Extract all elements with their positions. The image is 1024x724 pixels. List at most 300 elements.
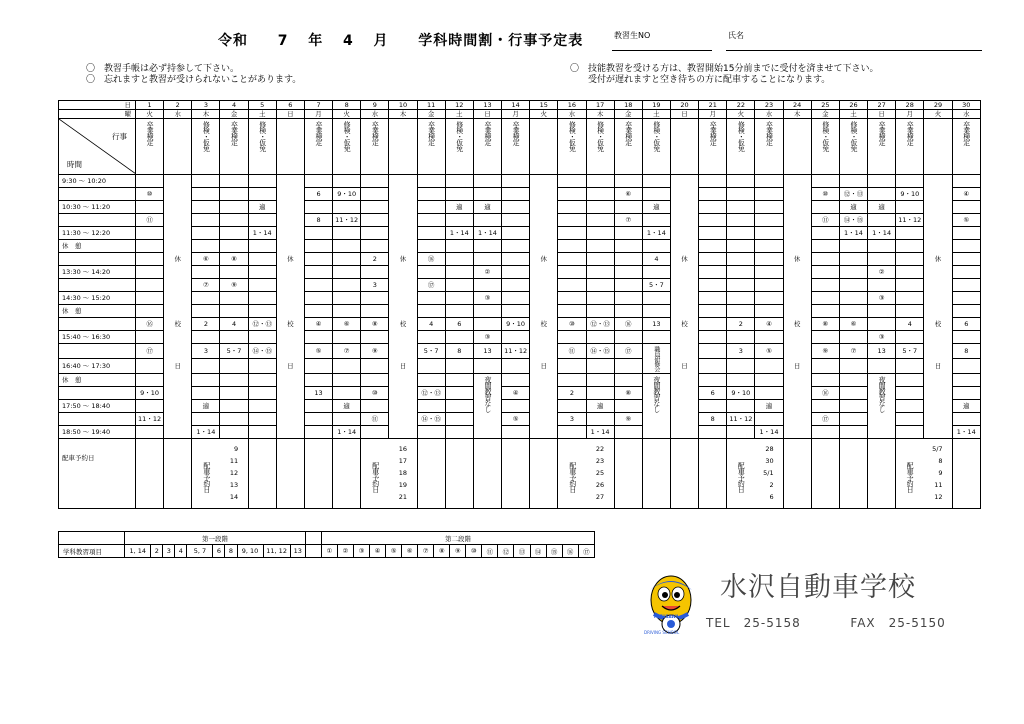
time-slot-label: 9:30 〜 10:20 [59, 175, 136, 188]
slot-cell: 適 [248, 201, 276, 214]
haisha-date: 18 [398, 469, 408, 477]
title-month-unit: 月 [373, 33, 389, 49]
holiday-cell [924, 227, 952, 240]
slot-cell [136, 227, 164, 240]
slot-cell [755, 413, 783, 426]
slot-cell [614, 253, 642, 266]
slot-cell [699, 266, 727, 279]
slot-cell [248, 426, 276, 439]
slot-cell [868, 305, 896, 318]
slot-cell [896, 374, 924, 387]
holiday-cell [389, 374, 417, 387]
haisha-empty-cell [136, 439, 164, 509]
slot-cell [417, 240, 445, 253]
stage1-item: 8 [225, 545, 237, 558]
slot-cell [361, 374, 389, 387]
slot-cell [811, 279, 839, 292]
slot-cell [642, 305, 670, 318]
slot-cell: 13 [304, 387, 332, 400]
holiday-cell: 休 [276, 253, 304, 266]
stage2-item: ② [337, 545, 353, 558]
day-header: 14 [502, 101, 530, 110]
slot-cell [502, 214, 530, 227]
holiday-cell [530, 400, 558, 413]
holiday-cell [164, 344, 192, 359]
day-header: 28 [896, 101, 924, 110]
slot-cell: 6 [445, 318, 473, 331]
day-label: 日 [59, 101, 136, 110]
haisha-vertical-label: 配車予約日 [737, 462, 746, 492]
slot-cell [304, 374, 332, 387]
slot-cell [727, 374, 755, 387]
lesson-corner [59, 532, 125, 545]
slot-cell [614, 292, 642, 305]
slot-cell [445, 331, 473, 344]
holiday-cell [276, 266, 304, 279]
stage2-item: ③ [353, 545, 369, 558]
slot-cell [586, 413, 614, 426]
slot-cell [614, 227, 642, 240]
slot-cell [333, 387, 361, 400]
event-text: 修検・仮免 [849, 121, 858, 151]
slot-cell [755, 201, 783, 214]
holiday-cell [530, 266, 558, 279]
slot-cell [333, 305, 361, 318]
stage2-label: 第二段階 [321, 532, 594, 545]
haisha-empty-cell [952, 439, 980, 509]
slot-cell [220, 400, 248, 413]
weekday-header: 金 [614, 110, 642, 119]
slot-cell: 適 [445, 201, 473, 214]
slot-cell [361, 400, 389, 413]
haisha-empty-cell [614, 439, 642, 509]
holiday-cell [164, 413, 192, 426]
slot-cell [839, 413, 867, 426]
slot-cell [952, 240, 980, 253]
mascot-logo-icon [640, 570, 702, 636]
slot-cell [502, 359, 530, 374]
slot-cell: ⑤ [502, 413, 530, 426]
slot-cell: 1・14 [192, 426, 220, 439]
slot-cell [192, 374, 220, 387]
holiday-cell [530, 279, 558, 292]
day-header: 16 [558, 101, 586, 110]
holiday-cell [924, 331, 952, 344]
holiday-cell [783, 201, 811, 214]
slot-cell [473, 279, 501, 292]
slot-cell [558, 279, 586, 292]
slot-cell [586, 387, 614, 400]
night-none-cell [473, 374, 501, 439]
slot-cell [811, 240, 839, 253]
holiday-cell [924, 426, 952, 439]
slot-cell: 6 [699, 387, 727, 400]
slot-cell [614, 279, 642, 292]
time-slot-label: 13:30 〜 14:20 [59, 266, 136, 279]
holiday-cell [783, 188, 811, 201]
slot-cell [811, 359, 839, 374]
slot-cell [558, 426, 586, 439]
slot-cell [755, 331, 783, 344]
slot-cell [192, 413, 220, 426]
slot-cell [699, 374, 727, 387]
slot-cell: ⑰ [614, 344, 642, 359]
slot-cell [192, 175, 220, 188]
stage1-item: 2 [151, 545, 163, 558]
slot-cell [333, 175, 361, 188]
slot-cell [839, 426, 867, 439]
day-header: 17 [586, 101, 614, 110]
holiday-cell [530, 344, 558, 359]
slot-cell: 9・10 [333, 188, 361, 201]
student-no-label: 教習生NO [614, 31, 651, 40]
title-year-unit: 年 [308, 33, 324, 49]
student-no-field[interactable] [612, 50, 712, 51]
holiday-cell: 休 [164, 253, 192, 266]
holiday-cell [389, 426, 417, 439]
holiday-cell [389, 201, 417, 214]
weekday-header: 日 [670, 110, 698, 119]
holiday-cell [924, 292, 952, 305]
day-header: 10 [389, 101, 417, 110]
slot-cell [136, 253, 164, 266]
slot-cell [952, 331, 980, 344]
holiday-cell [783, 400, 811, 413]
slot-cell [248, 175, 276, 188]
stage2-item: ⑦ [418, 545, 434, 558]
slot-cell [417, 426, 445, 439]
slot-cell [558, 214, 586, 227]
slot-cell: 1・14 [952, 426, 980, 439]
slot-cell [445, 188, 473, 201]
event-text: 卒業検定 [624, 121, 633, 145]
slot-cell [952, 279, 980, 292]
name-label: 氏名 [728, 31, 744, 40]
slot-cell [586, 292, 614, 305]
slot-cell [417, 305, 445, 318]
holiday-cell [924, 214, 952, 227]
event-text: 卒業検定 [315, 121, 324, 145]
slot-cell [361, 331, 389, 344]
haisha-empty-cell [445, 439, 473, 509]
holiday-cell: 日 [924, 359, 952, 374]
slot-cell [417, 292, 445, 305]
slot-cell: 3 [727, 344, 755, 359]
stage2-item: ⑥ [402, 545, 418, 558]
holiday-cell [389, 227, 417, 240]
slot-cell [220, 359, 248, 374]
holiday-cell [670, 279, 698, 292]
holiday-cell [924, 240, 952, 253]
holiday-cell [389, 188, 417, 201]
slot-cell: 1・14 [839, 227, 867, 240]
slot-cell [136, 374, 164, 387]
slot-cell [192, 359, 220, 374]
slot-cell [248, 266, 276, 279]
slot-cell [136, 292, 164, 305]
haisha-date: 13 [229, 481, 239, 489]
slot-cell: 2 [558, 387, 586, 400]
slot-cell: 2 [361, 253, 389, 266]
slot-cell [727, 266, 755, 279]
slot-cell [896, 359, 924, 374]
slot-cell: ⑪ [558, 344, 586, 359]
slot-cell [586, 331, 614, 344]
day-header: 18 [614, 101, 642, 110]
slot-cell: ⑧ [811, 318, 839, 331]
slot-cell: ③ [473, 331, 501, 344]
event-cell [502, 119, 530, 175]
haisha-date: 17 [398, 457, 408, 465]
holiday-cell: 日 [276, 359, 304, 374]
holiday-cell [276, 214, 304, 227]
slot-cell [558, 305, 586, 318]
slot-cell [727, 359, 755, 374]
slot-cell [699, 292, 727, 305]
slot-cell: ② [473, 266, 501, 279]
slot-cell [699, 318, 727, 331]
slot-cell [417, 175, 445, 188]
event-text: 修検・仮免 [652, 121, 661, 151]
slot-cell [699, 331, 727, 344]
slot-cell [727, 426, 755, 439]
holiday-cell [530, 240, 558, 253]
slot-cell: ⑤ [952, 214, 980, 227]
holiday-cell [783, 279, 811, 292]
slot-cell: 適 [642, 201, 670, 214]
slot-cell [248, 253, 276, 266]
day-header: 1 [136, 101, 164, 110]
holiday-cell [924, 387, 952, 400]
day-header: 24 [783, 101, 811, 110]
slot-cell [445, 359, 473, 374]
holiday-cell [783, 266, 811, 279]
slot-cell [304, 400, 332, 413]
lesson-gap [305, 545, 321, 558]
slot-cell [896, 305, 924, 318]
holiday-cell [276, 175, 304, 188]
holiday-cell [389, 305, 417, 318]
slot-cell: 11・12 [502, 344, 530, 359]
event-cell [333, 119, 361, 175]
stage2-item: ⑬ [514, 545, 530, 558]
slot-cell [248, 331, 276, 344]
stage2-item: ⑫ [498, 545, 514, 558]
slot-cell [304, 413, 332, 426]
slot-cell [502, 292, 530, 305]
slot-cell: 3 [558, 413, 586, 426]
slot-cell [896, 240, 924, 253]
slot-cell [699, 344, 727, 359]
holiday-cell [783, 331, 811, 344]
slot-cell [304, 279, 332, 292]
slot-cell [192, 292, 220, 305]
slot-cell [699, 305, 727, 318]
weekday-header: 火 [924, 110, 952, 119]
slot-cell: 適 [839, 201, 867, 214]
holiday-cell [164, 374, 192, 387]
event-cell [811, 119, 839, 175]
slot-cell: 1・14 [248, 227, 276, 240]
slot-cell [614, 240, 642, 253]
slot-cell [755, 359, 783, 374]
slot-cell [558, 292, 586, 305]
holiday-cell [389, 387, 417, 400]
slot-cell: 13 [473, 344, 501, 359]
holiday-cell: 日 [670, 359, 698, 374]
haisha-empty-cell [642, 439, 670, 509]
weekday-header: 日 [473, 110, 501, 119]
event-text: 修検・仮免 [821, 121, 830, 151]
slot-cell: 4 [417, 318, 445, 331]
slot-cell: 3 [192, 344, 220, 359]
slot-cell [642, 331, 670, 344]
weekday-header: 火 [136, 110, 164, 119]
weekday-header: 土 [445, 110, 473, 119]
slot-cell: ⑨ [220, 279, 248, 292]
slot-cell [136, 266, 164, 279]
slot-cell: 8 [445, 344, 473, 359]
slot-cell [220, 426, 248, 439]
slot-cell [896, 292, 924, 305]
weekday-header: 土 [839, 110, 867, 119]
slot-cell [192, 214, 220, 227]
slot-cell [952, 227, 980, 240]
name-field[interactable] [726, 50, 982, 51]
slot-cell [304, 292, 332, 305]
event-cell [896, 119, 924, 175]
slot-cell: 1・14 [868, 227, 896, 240]
slot-cell [333, 374, 361, 387]
holiday-cell [783, 175, 811, 188]
slot-cell: ④ [952, 188, 980, 201]
slot-cell [868, 240, 896, 253]
day-header: 3 [192, 101, 220, 110]
stage2-item: ⑮ [546, 545, 562, 558]
slot-cell [304, 426, 332, 439]
slot-cell [811, 305, 839, 318]
slot-cell [586, 253, 614, 266]
weekday-header: 木 [783, 110, 811, 119]
day-header: 19 [642, 101, 670, 110]
slot-cell [839, 240, 867, 253]
slot-cell [445, 400, 473, 413]
logo-text: MIZUSAWA [654, 614, 679, 619]
slot-cell [136, 240, 164, 253]
holiday-cell [164, 292, 192, 305]
slot-cell: 4 [220, 318, 248, 331]
event-text: 修検・仮免 [596, 121, 605, 151]
holiday-cell [389, 240, 417, 253]
slot-cell [220, 240, 248, 253]
holiday-cell [530, 292, 558, 305]
event-cell [670, 119, 698, 175]
weekday-header: 日 [868, 110, 896, 119]
slot-cell: ⑰ [417, 279, 445, 292]
slot-cell [952, 305, 980, 318]
slot-cell [896, 413, 924, 426]
slot-cell [839, 253, 867, 266]
event-cell [839, 119, 867, 175]
haisha-empty-cell [333, 439, 361, 509]
slot-cell [839, 175, 867, 188]
lesson-items-table [58, 531, 595, 558]
holiday-cell: 校 [389, 318, 417, 331]
slot-cell [727, 227, 755, 240]
title-text: 学科時間割・行事予定表 [418, 33, 584, 49]
holiday-cell [924, 201, 952, 214]
day-header: 25 [811, 101, 839, 110]
slot-cell: 適 [868, 201, 896, 214]
haisha-date: 22 [595, 445, 605, 453]
slot-cell: ⑫・⑬ [417, 387, 445, 400]
event-text: 卒業検定 [371, 121, 380, 145]
time-slot-label: 10:30 〜 11:20 [59, 201, 136, 214]
holiday-cell [530, 387, 558, 400]
slot-cell [248, 387, 276, 400]
slot-cell [839, 374, 867, 387]
event-text: 修検・仮免 [258, 121, 267, 151]
slot-cell: 1・14 [473, 227, 501, 240]
stage1-item: 13 [290, 545, 305, 558]
slot-cell [558, 175, 586, 188]
slot-cell [896, 387, 924, 400]
slot-cell: ⑭・⑮ [417, 413, 445, 426]
haisha-date: 30 [765, 457, 774, 465]
holiday-cell [276, 413, 304, 426]
slot-cell [868, 318, 896, 331]
slot-cell: 9・10 [502, 318, 530, 331]
slot-cell [248, 188, 276, 201]
holiday-cell: 校 [276, 318, 304, 331]
haisha-date: 12 [229, 469, 239, 477]
event-text: 卒業検定 [146, 121, 155, 145]
slot-cell: 適 [755, 400, 783, 413]
slot-cell [755, 374, 783, 387]
holiday-cell [389, 344, 417, 359]
slot-cell [952, 201, 980, 214]
haisha-date: 11 [229, 457, 239, 465]
slot-cell: ⑩ [811, 188, 839, 201]
slot-cell: ⑧ [614, 387, 642, 400]
slot-cell [304, 175, 332, 188]
slot-cell [502, 279, 530, 292]
slot-cell [220, 374, 248, 387]
haisha-vertical-label: 配車予約日 [906, 462, 915, 492]
day-header: 6 [276, 101, 304, 110]
haisha-cell [896, 439, 952, 509]
haisha-date: 26 [595, 481, 605, 489]
slot-cell: ⑦ [333, 344, 361, 359]
slot-cell [839, 266, 867, 279]
haisha-date: 8 [938, 457, 943, 465]
slot-cell [248, 413, 276, 426]
slot-cell [445, 426, 473, 439]
event-cell [164, 119, 192, 175]
event-cell [868, 119, 896, 175]
slot-cell [727, 400, 755, 413]
haisha-vertical-label: 配車予約日 [568, 462, 577, 492]
haisha-date: 23 [595, 457, 605, 465]
haisha-cell [192, 439, 248, 509]
notes-left [86, 64, 301, 86]
event-cell [192, 119, 220, 175]
slot-cell [192, 266, 220, 279]
slot-cell [614, 359, 642, 374]
slot-cell [614, 266, 642, 279]
holiday-cell [389, 175, 417, 188]
slot-cell [868, 188, 896, 201]
